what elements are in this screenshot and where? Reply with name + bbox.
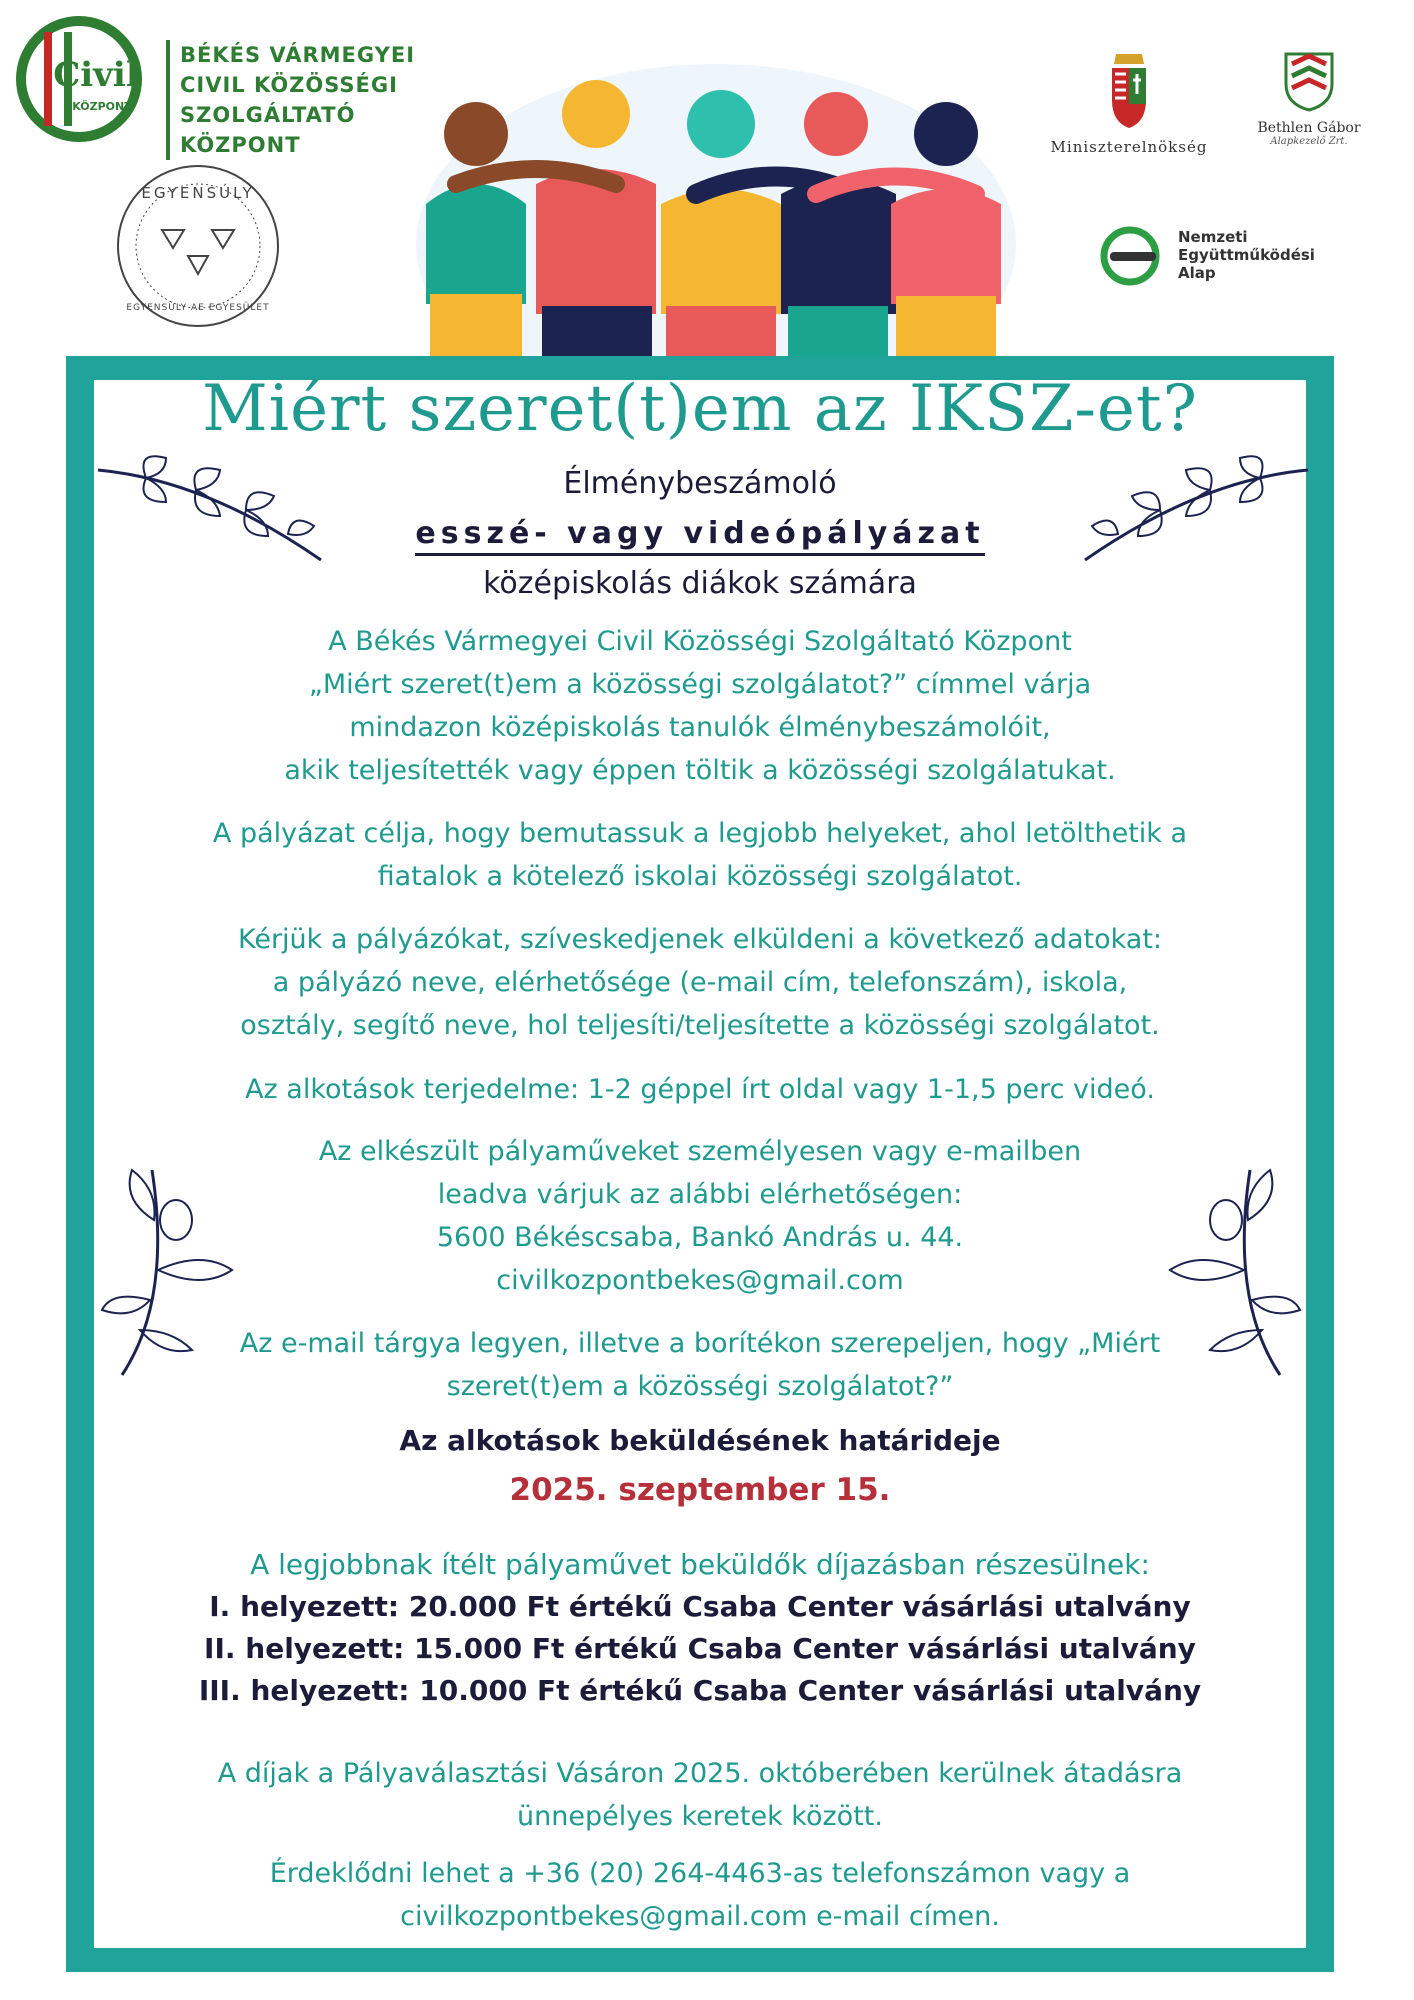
text-line: Az elkészült pályaműveket személyesen vagy e-mailben: [318, 1136, 1082, 1167]
text-line: „Miért szeret(t)em a közösségi szolgálatot?” címmel várja: [308, 669, 1092, 700]
prize-second: II. helyezett: 15.000 Ft értékű Csaba Center vásárlási utalvány: [204, 1632, 1196, 1665]
text-line: leadva várjuk az alábbi elérhetőségen:: [437, 1179, 963, 1210]
nea-logo: [1096, 222, 1366, 292]
egyensuly-title: EGYENSÚLY: [141, 184, 255, 202]
prize-first: I. helyezett: 20.000 Ft értékű Csaba Center vásárlási utalvány: [209, 1590, 1191, 1623]
email-link[interactable]: civilkozpontbekes@gmail.com: [496, 1265, 904, 1296]
submission-paragraph: [130, 1130, 1270, 1302]
text-line: a pályázó neve, elérhetősége (e-mail cím, telefonszám), iskola,: [272, 967, 1128, 998]
friends-illustration: [396, 44, 1036, 356]
text-line: mindazon középiskolás tanulók élménybeszámolóit,: [349, 712, 1051, 743]
civil-org-line: SZOLGÁLTATÓ KÖZPONT: [180, 103, 356, 157]
address-line: 5600 Békéscsaba, Bankó András u. 44.: [436, 1222, 964, 1253]
nea-label: [1178, 228, 1315, 282]
text-line: Az alkotások terjedelme: 1-2 géppel írt oldal vagy 1-1,5 perc videó.: [245, 1074, 1155, 1105]
civil-logo-word: Civil: [53, 55, 139, 95]
nea-circle-icon: [1096, 222, 1166, 292]
text-line: A Békés Vármegyei Civil Közösségi Szolgáltató Központ: [328, 626, 1072, 657]
hungarian-coat-of-arms-icon: [1104, 50, 1154, 130]
text-line: szeret(t)em a közösségi szolgálatot?”: [446, 1371, 954, 1402]
award-note: [130, 1752, 1270, 1838]
prize-third: III. helyezett: 10.000 Ft értékű Csaba Center vásárlási utalvány: [198, 1674, 1202, 1707]
civil-org-line: BÉKÉS VÁRMEGYEI: [180, 43, 416, 67]
egyensuly-logo: [112, 160, 284, 332]
deadline-label: Az alkotások beküldésének határideje: [399, 1424, 1001, 1457]
text-line: fiatalok a kötelező iskolai közösségi szolgálatot.: [377, 861, 1023, 892]
text-line: akik teljesítették vagy éppen töltik a közösségi szolgálatukat.: [284, 755, 1116, 786]
required-data-paragraph: [130, 918, 1270, 1047]
text-line: Az e-mail tárgya legyen, illetve a borítékon szerepeljen, hogy „Miért: [239, 1328, 1161, 1359]
text-line: osztály, segítő neve, hol teljesíti/teljesítette a közösségi szolgálatot.: [240, 1010, 1160, 1041]
purpose-paragraph: [130, 812, 1270, 898]
length-paragraph: [130, 1068, 1270, 1111]
civil-logo-sub: KÖZPONT: [72, 100, 132, 113]
civil-org-line: CIVIL KÖZÖSSÉGI: [180, 73, 398, 97]
subtitle-contest-type: [94, 516, 1306, 551]
ministry-label: Miniszterelnökség: [1050, 138, 1208, 156]
nea-line: Nemzeti: [1178, 228, 1248, 246]
text-line: A díjak a Pályaválasztási Vásáron 2025. októberében kerülnek átadásra: [217, 1758, 1183, 1789]
contact-note: [130, 1852, 1270, 1938]
contest-type-text: esszé- vagy videópályázat: [415, 516, 984, 556]
civil-kozpont-logo: [14, 14, 154, 144]
text-line: A pályázat célja, hogy bemutassuk a legjobb helyeket, ahol letölthetik a: [212, 818, 1188, 849]
subtitle-audience: középiskolás diákok számára: [483, 566, 917, 601]
email-line[interactable]: civilkozpontbekes@gmail.com e-mail címen.: [400, 1901, 1000, 1932]
bethlen-gabor-logo: [1242, 50, 1376, 170]
text-line: ünnepélyes keretek között.: [517, 1801, 883, 1832]
prizes-intro: A legjobbnak ítélt pályaművet beküldők díjazásban részesülnek:: [250, 1548, 1150, 1581]
deadline-date: 2025. szeptember 15.: [509, 1472, 891, 1508]
egyensuly-ring-text: EGYENSÚLY AE EGYESÜLET: [126, 303, 270, 313]
bethlen-shield-icon: [1282, 50, 1336, 112]
bethlen-label: Bethlen Gábor: [1257, 120, 1361, 136]
nea-line: Együttműködési: [1178, 246, 1315, 264]
subtitle-experience-report: Élménybeszámoló: [563, 466, 837, 501]
phone-line: Érdeklődni lehet a +36 (20) 264-4463-as telefonszámon vagy a: [269, 1858, 1131, 1889]
text-line: Kérjük a pályázókat, szíveskedjenek elküldeni a következő adatokat:: [237, 924, 1163, 955]
ministry-logo: [1034, 50, 1224, 170]
nea-line: Alap: [1178, 264, 1216, 282]
subject-paragraph: [130, 1322, 1270, 1408]
bethlen-sub: Alapkezelő Zrt.: [1270, 136, 1348, 147]
intro-paragraph: [130, 620, 1270, 792]
page-title: Miért szeret(t)em az IKSZ-et?: [202, 372, 1198, 446]
